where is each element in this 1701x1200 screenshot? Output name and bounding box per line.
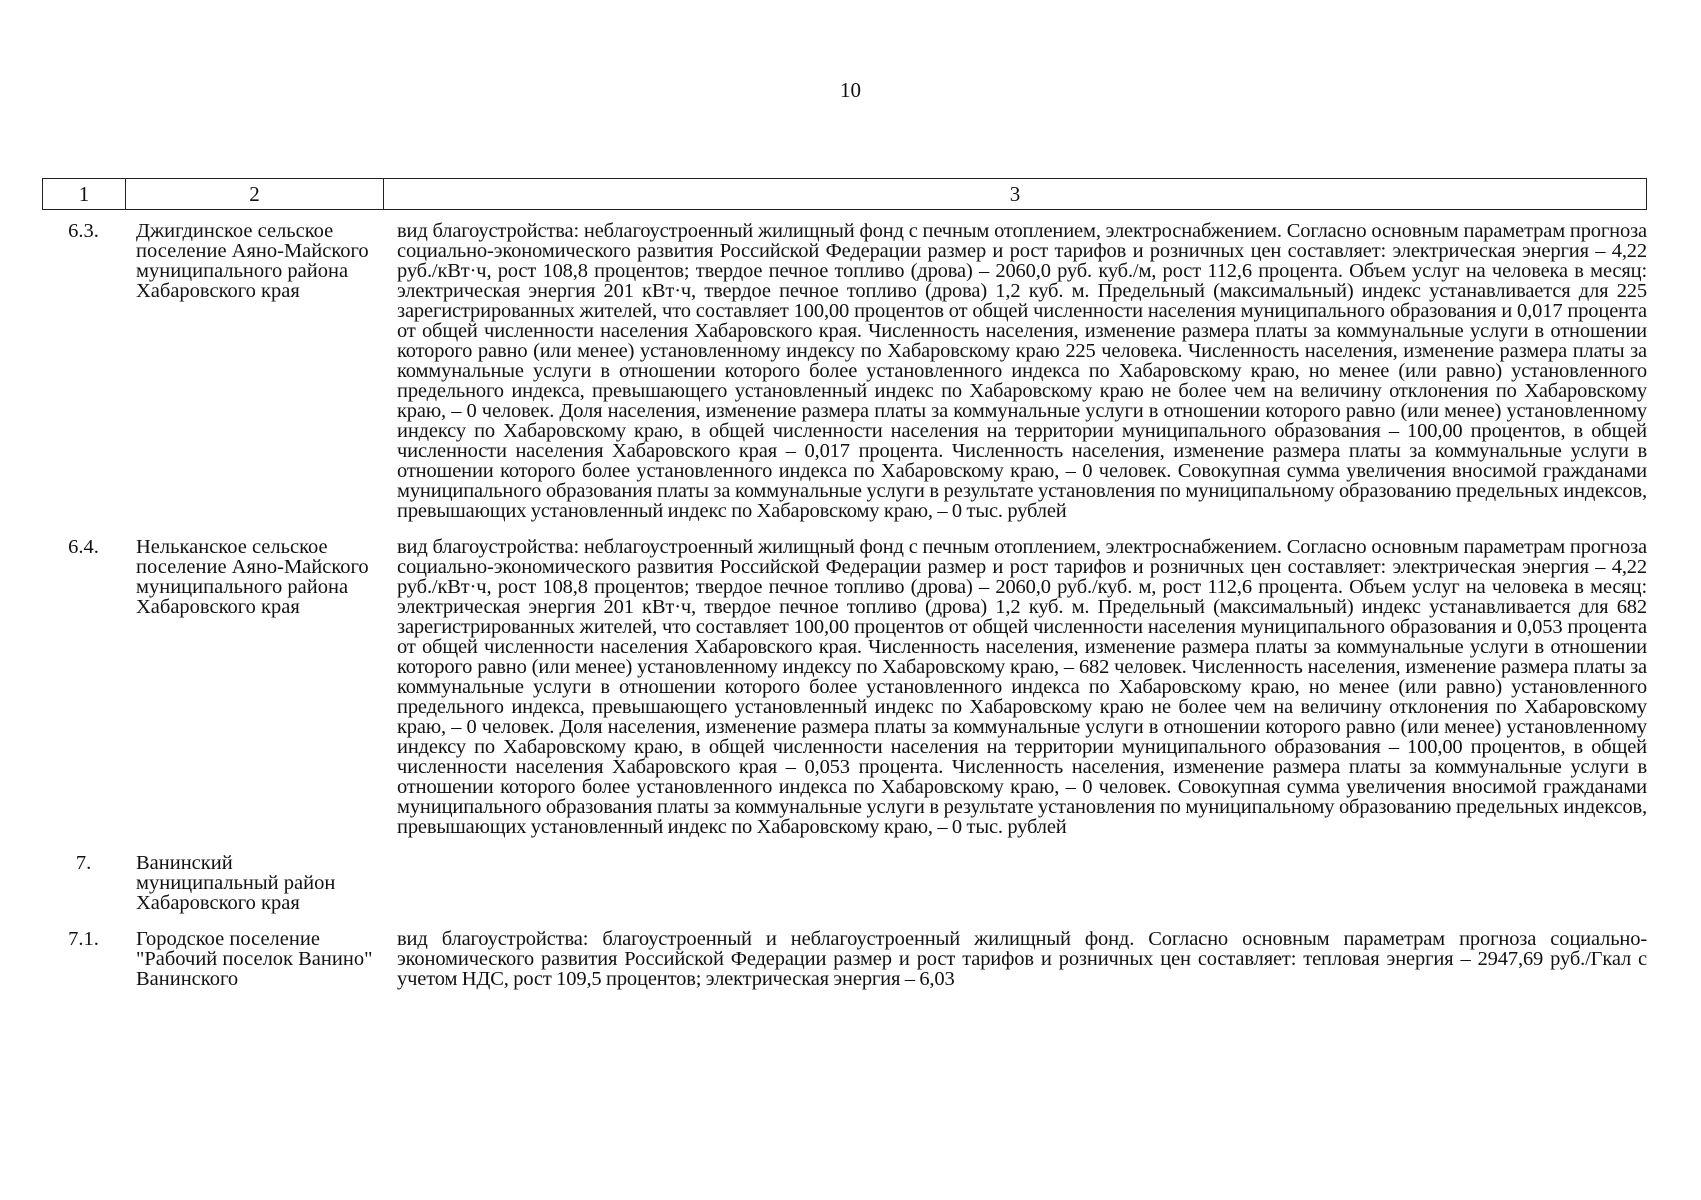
- page-number: 10: [840, 78, 861, 102]
- header-col-3: 3: [1009, 181, 1021, 206]
- table-row: [42, 853, 1647, 913]
- row-municipality: Нельканское сельское поселение Аяно-Майского муниципального района Хабаровского края: [136, 536, 369, 618]
- table-row: [42, 221, 1647, 521]
- header-col-1: 1: [43, 179, 126, 209]
- row-municipality: Джигдинское сельское поселение Аяно-Майского муниципального района Хабаровского края: [136, 220, 369, 302]
- row-number: 7.1.: [68, 929, 99, 950]
- row-municipality: Городское поселение "Рабочий поселок Ванино" Ванинского: [136, 929, 373, 990]
- row-number: 6.3.: [68, 220, 99, 242]
- header-col-2: 2: [126, 179, 384, 209]
- row-number: 7.: [75, 852, 92, 874]
- row-description: [383, 853, 1647, 913]
- row-description: вид благоустройства: благоустроенный и неблагоустроенный жилищный фонд. Согласно основным параметрам прогноза социально-экономического развития Российской Федерации размер и рост тарифов и розничных цен составляет: тепловая энергия – 2947,69 руб./Гкал с учетом НДС, рост 109,5 процентов; электрическая энергия – 6,03: [397, 929, 1647, 990]
- row-number: 6.4.: [68, 536, 99, 558]
- row-description: вид благоустройства: неблагоустроенный жилищный фонд с печным отоплением, электроснабжением. Согласно основным параметрам прогноза социально-экономического развития Российской Федерации размер и рост тарифов и розничных цен составляет: электрическая энергия – 4,22 руб./кВт·ч, рост 108,8 процентов; твердое печное топливо (дрова) – 2060,0 руб. куб./м, рост 112,6 процента. Объем услуг на человека в месяц: электрическая энергия 201 кВт·ч, твердое печное топливо (дрова) 1,2 куб. м. Предельный (максимальный) индекс устанавливается для 225 зарегистрированных жителей, что составляет 100,00 процентов от общей численности населения муниципального образования и 0,017 процента от общей численности населения Хабаровского края. Численность населения, изменение размера платы за коммунальные услуги в отношении которого равно (или менее) установленному индексу по Хабаровскому краю 225 человека. Численность населения, изменение размера платы за коммунальные услуги в отношении которого более установленного индекса по Хабаровскому краю, но менее (или равно) установленного предельного индекса, превышающего установленный индекс по Хабаровскому краю не более чем на величину отклонения по Хабаровскому краю, – 0 человек. Доля населения, изменение размера платы за коммунальные услуги в отношении которого равно (или менее) установленному индексу по Хабаровскому краю, в общей численности населения на территории муниципального образования – 100,00 процентов, в общей численности населения Хабаровского края – 0,017 процента. Численность населения, изменение размера платы за коммунальные услуги в отношении которого более установленного индекса по Хабаровскому краю, – 0 человек. Совокупная сумма увеличения вносимой гражданами муниципального образования платы за коммунальные услуги в результате установления по муниципальному образованию предельных индексов, превышающих установленный индекс по Хабаровскому краю, – 0 тыс. рублей: [397, 220, 1647, 522]
- row-description: вид благоустройства: неблагоустроенный жилищный фонд с печным отоплением, электроснабжением. Согласно основным параметрам прогноза социально-экономического развития Российской Федерации размер и рост тарифов и розничных цен составляет: электрическая энергия – 4,22 руб./кВт·ч, рост 108,8 процентов; твердое печное топливо (дрова) – 2060,0 руб./куб. м, рост 112,6 процента. Объем услуг на человека в месяц: электрическая энергия 201 кВт·ч, твердое печное топливо (дрова) 1,2 куб. м. Предельный (максимальный) индекс устанавливается для 682 зарегистрированных жителей, что составляет 100,00 процентов от общей численности населения муниципального образования и 0,053 процента от общей численности населения Хабаровского края. Численность населения, изменение размера платы за коммунальные услуги в отношении которого равно (или менее) установленному индексу по Хабаровскому краю, – 682 человек. Численность населения, изменение размера платы за коммунальные услуги в отношении которого более установленного индекса по Хабаровскому краю, но менее (или равно) установленного предельного индекса, превышающего установленный индекс по Хабаровскому краю не более чем на величину отклонения по Хабаровскому краю, – 0 человек. Доля населения, изменение размера платы за коммунальные услуги в отношении которого равно (или менее) установленному индексу по Хабаровскому краю, в общей численности населения на территории муниципального образования – 100,00 процентов, в общей численности населения Хабаровского края – 0,053 процента. Численность населения, изменение размера платы за коммунальные услуги в отношении которого более установленного индекса по Хабаровскому краю, – 0 человек. Совокупная сумма увеличения вносимой гражданами муниципального образования платы за коммунальные услуги в результате установления по муниципальному образованию предельных индексов, превышающих установленный индекс по Хабаровскому краю, – 0 тыс. рублей: [397, 536, 1647, 838]
- table-row: [42, 929, 1647, 991]
- row-municipality: Ванинский муниципальный район Хабаровского края: [136, 852, 336, 914]
- table-header: [42, 178, 1647, 210]
- table-body: [42, 221, 1647, 991]
- table-row: [42, 537, 1647, 837]
